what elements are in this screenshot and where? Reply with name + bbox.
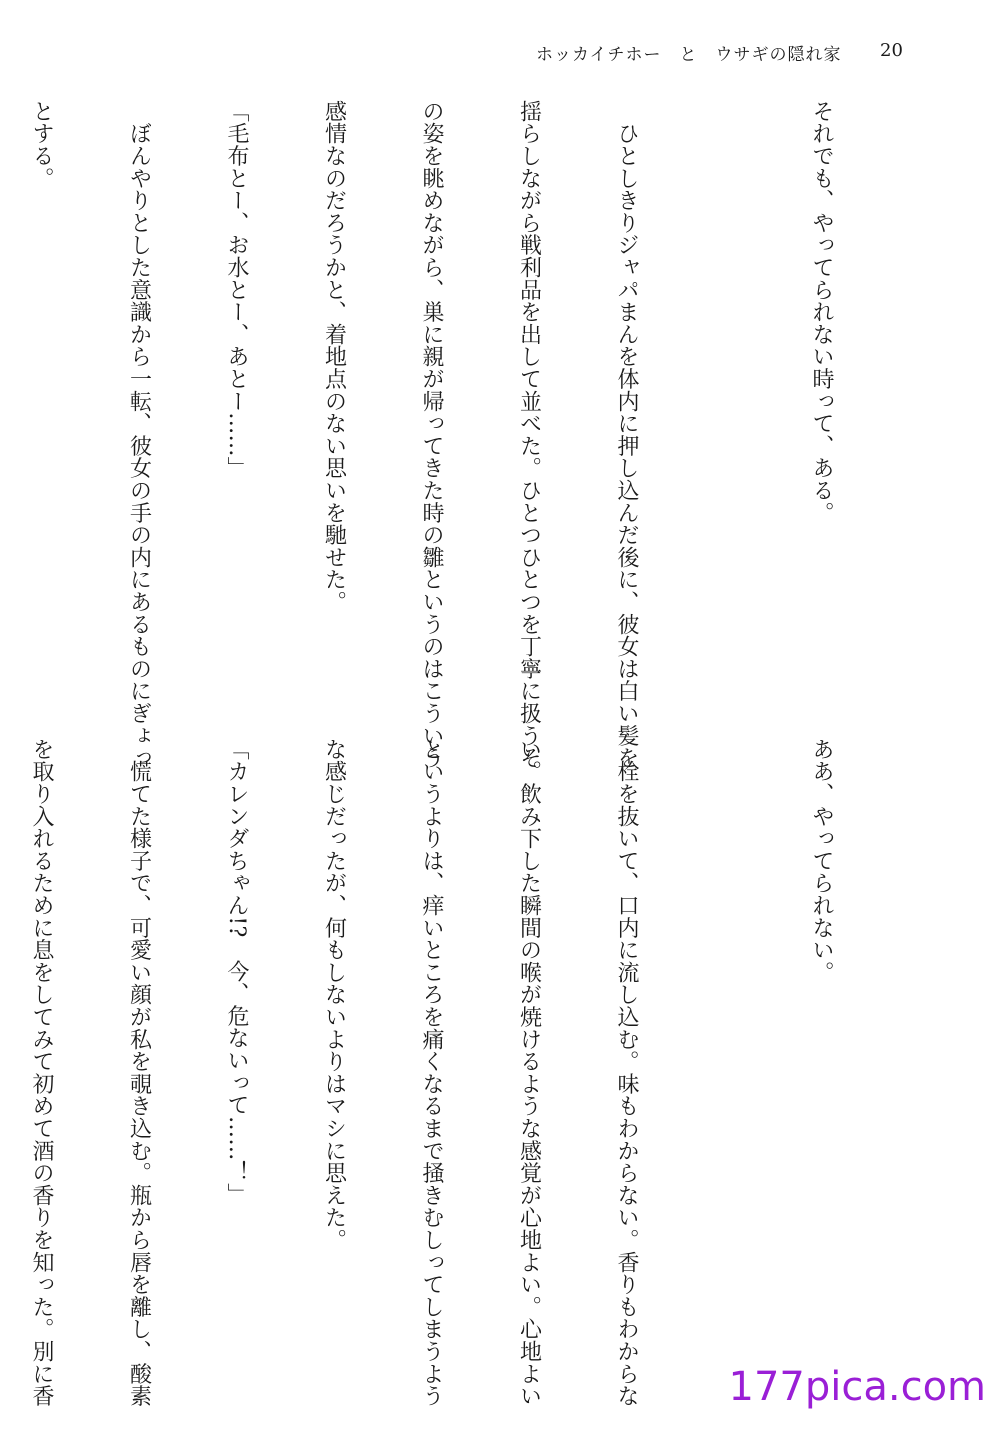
text-line bbox=[707, 100, 740, 700]
text-line: 感情なのだろうかと、着地点のない思いを馳せた。 bbox=[321, 100, 347, 613]
text-line: な感じだったが、何もしないよりはマシに思えた。 bbox=[321, 738, 347, 1251]
top-text-block bbox=[29, 100, 902, 769]
watermark: 177pica.com bbox=[728, 1364, 986, 1410]
text-line: 慌てた様子で、可愛い顔が私を覗き込む。瓶から唇を離し、酸素 bbox=[126, 738, 152, 1407]
page-number: 20 bbox=[880, 40, 903, 61]
text-line: 揺らしながら戦利品を出して並べた。ひとつひとつを丁寧に扱うそ bbox=[516, 100, 542, 769]
text-line: を取り入れるために息をしてみて初めて酒の香りを知った。別に香 bbox=[29, 738, 54, 1407]
text-line: ひとしきりジャパまんを体内に押し込んだ後に、彼女は白い髪を bbox=[614, 100, 639, 769]
text-line: というよりは、痒いところを痛くなるまで掻きむしってしまうよう bbox=[419, 738, 444, 1407]
text-line: の姿を眺めながら、巣に親が帰ってきた時の雛というのはこういう bbox=[419, 100, 444, 769]
text-line: い。飲み下した瞬間の喉が焼けるような感覚が心地よい。心地よい bbox=[516, 738, 542, 1407]
text-line bbox=[707, 738, 740, 1363]
running-header: ホッカイチホー と ウサギの隠れ家 bbox=[536, 45, 842, 65]
text-line: 栓を抜いて、口内に流し込む。味もわからない。香りもわからな bbox=[614, 738, 639, 1407]
text-line: それでも、やってられない時って、ある。 bbox=[809, 100, 834, 524]
text-line: ぼんやりとした意識から一転、彼女の手の内にあるものにぎょっ bbox=[126, 100, 152, 769]
text-line: 「カレンダちゃん!? 今、危ないって……！」 bbox=[224, 738, 249, 1206]
text-line: 「毛布とー、お水とー、あとー……」 bbox=[224, 100, 249, 480]
text-line: とする。 bbox=[29, 100, 54, 190]
text-line: ああ、やってられない。 bbox=[809, 738, 834, 984]
